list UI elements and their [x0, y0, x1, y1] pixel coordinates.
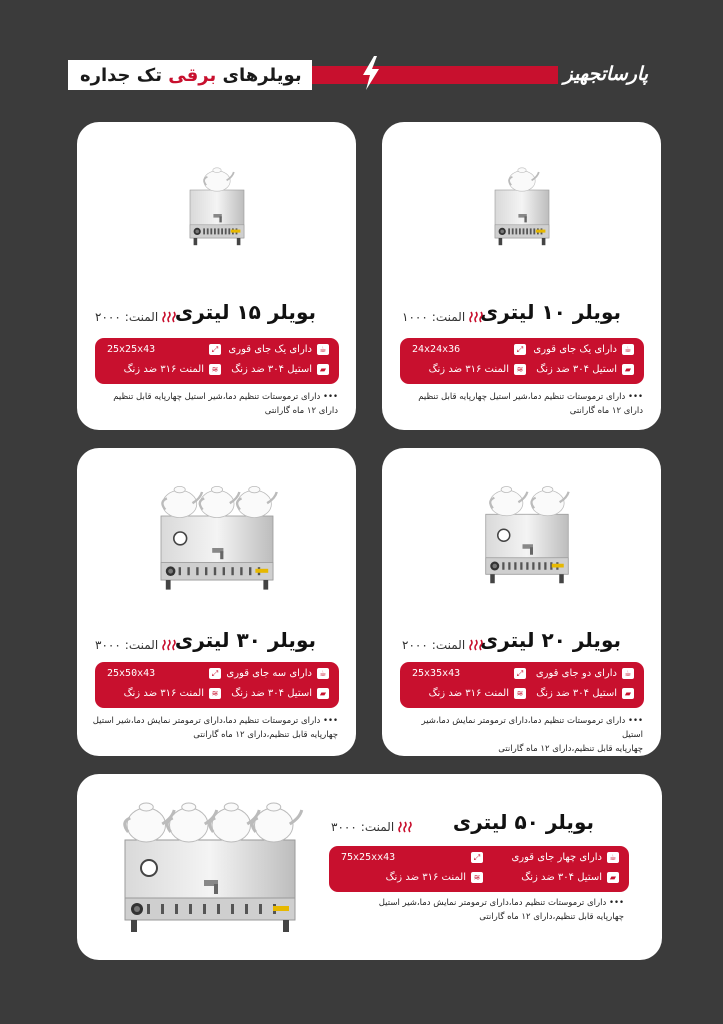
- product-price: [402, 638, 483, 652]
- product-price: [95, 310, 176, 324]
- price-label: المنت:: [431, 310, 466, 324]
- product-title: بویلر ۱۵ لیتری: [174, 300, 316, 324]
- feature-dimensions: [209, 344, 221, 355]
- feature-dimensions: [209, 668, 221, 679]
- feature-element: [124, 364, 221, 375]
- feature-element-text: المنت ۳۱۶ ضد زنگ: [428, 364, 509, 375]
- product-image: [452, 458, 602, 608]
- price-value: ۲۰۰۰: [402, 638, 428, 652]
- product-description: [94, 390, 338, 418]
- dimensions-text: 25x25x43: [107, 344, 156, 355]
- price-value: ۳۰۰۰: [95, 638, 121, 652]
- feature-teapot-text: دارای چهار جای قوری: [511, 852, 602, 863]
- product-title: بویلر ۵۰ لیتری: [452, 810, 594, 834]
- feature-teapot-text: دارای یک جای قوری: [228, 344, 312, 355]
- boiler-product-image: [137, 456, 297, 616]
- feature-teapot-text: دارای سه جای قوری: [226, 668, 312, 679]
- price-label: المنت:: [431, 638, 466, 652]
- feature-element: [429, 688, 526, 699]
- steel-sheet-icon: ▰: [622, 688, 634, 699]
- teapot-icon: ☕: [622, 668, 634, 679]
- feature-element-text: المنت ۳۱۶ ضد زنگ: [428, 688, 509, 699]
- page-title: [80, 65, 302, 86]
- steel-sheet-icon: ▰: [317, 364, 329, 375]
- product-image: [137, 456, 297, 616]
- product-description: [324, 896, 624, 924]
- header-title-box: [68, 60, 312, 90]
- features-box: [95, 338, 339, 384]
- feature-teapot-text: دارای دو جای قوری: [535, 668, 617, 679]
- bullet-dots-icon: •••: [606, 898, 624, 908]
- product-description: [88, 714, 338, 742]
- heating-element-icon: ≋: [514, 364, 526, 375]
- description-line-2: چهارپایه قابل تنظیم،دارای ۱۲ ماه گارانتی: [193, 730, 338, 740]
- title-rest: تک جداره: [80, 64, 162, 86]
- description-line-2: چهارپایه قابل تنظیم،دارای ۱۲ ماه گارانتی: [498, 744, 643, 754]
- feature-steel: [536, 688, 634, 699]
- description-line-1: [399, 714, 643, 742]
- title-accent: برقی: [168, 64, 217, 86]
- description-line-1: [399, 390, 643, 404]
- heat-wave-icon: [162, 639, 176, 651]
- heating-element-icon: ≋: [209, 688, 221, 699]
- product-image: [105, 780, 315, 950]
- product-price: [95, 638, 176, 652]
- feature-element-text: المنت ۳۱۶ ضد زنگ: [123, 688, 204, 699]
- product-title: بویلر ۳۰ لیتری: [174, 628, 316, 652]
- feature-teapot: [536, 668, 634, 679]
- feature-steel: [231, 688, 329, 699]
- boiler-product-image: [105, 780, 315, 950]
- title-main: بویلرهای: [222, 64, 302, 86]
- dimensions-text: 24x24x36: [412, 344, 461, 355]
- bullet-dots-icon: •••: [320, 716, 338, 726]
- heat-wave-icon: [398, 821, 412, 833]
- product-card-50l[interactable]: [77, 774, 662, 960]
- product-description: [399, 390, 643, 418]
- heat-wave-icon: [162, 311, 176, 323]
- description-line-2: دارای ۱۲ ماه گارانتی: [264, 406, 338, 416]
- steel-sheet-icon: ▰: [607, 872, 619, 883]
- feature-steel: [536, 364, 634, 375]
- brand-logo: [558, 58, 655, 90]
- description-text-1: دارای ترموستات تنظیم دما،دارای ترمومتر نمایش دما،شیر استیل: [92, 716, 321, 726]
- teapot-icon: ☕: [317, 344, 329, 355]
- steel-sheet-icon: ▰: [317, 688, 329, 699]
- page-header: [68, 62, 654, 88]
- heating-element-icon: ≋: [471, 872, 483, 883]
- product-title: بویلر ۱۰ لیتری: [479, 300, 621, 324]
- product-card-10l[interactable]: [382, 122, 661, 430]
- bullet-dots-icon: •••: [625, 716, 643, 726]
- dimensions-text: 25x50x43: [107, 668, 156, 679]
- feature-steel-text: استیل ۳۰۴ ضد زنگ: [536, 364, 617, 375]
- brand-name: پارساتجهیز: [563, 63, 648, 85]
- feature-teapot: [228, 344, 329, 355]
- description-line-1: [324, 896, 624, 910]
- feature-element: [429, 364, 526, 375]
- steel-sheet-icon: ▰: [622, 364, 634, 375]
- description-line-2: چهارپایه قابل تنظیم،دارای ۱۲ ماه گارانتی: [479, 912, 624, 922]
- feature-element: [124, 688, 221, 699]
- product-description: [399, 714, 643, 756]
- product-card-15l[interactable]: [77, 122, 356, 430]
- feature-steel-text: استیل ۳۰۴ ضد زنگ: [521, 872, 602, 883]
- feature-element-text: المنت ۳۱۶ ضد زنگ: [123, 364, 204, 375]
- price-label: المنت:: [124, 310, 159, 324]
- description-text-1: دارای ترموستات تنظیم دما،دارای ترمومتر نمایش دما،شیر استیل: [421, 716, 643, 740]
- feature-element: [386, 872, 483, 883]
- description-line-1: [88, 714, 338, 728]
- heating-element-icon: ≋: [514, 688, 526, 699]
- boiler-product-image: [157, 130, 277, 280]
- heat-wave-icon: [469, 311, 483, 323]
- feature-steel-text: استیل ۳۰۴ ضد زنگ: [536, 688, 617, 699]
- product-title: بویلر ۲۰ لیتری: [479, 628, 621, 652]
- resize-icon: ⤢: [514, 668, 526, 679]
- feature-teapot: [511, 852, 619, 863]
- description-line-2: دارای ۱۲ ماه گارانتی: [569, 406, 643, 416]
- feature-teapot: [226, 668, 329, 679]
- dimensions-text: 75x25xx43: [341, 852, 396, 863]
- boiler-product-image: [462, 130, 582, 280]
- bullet-dots-icon: •••: [320, 392, 338, 402]
- feature-steel: [231, 364, 329, 375]
- feature-dimensions: [514, 344, 526, 355]
- description-line-1: [94, 390, 338, 404]
- feature-teapot-text: دارای یک جای قوری: [533, 344, 617, 355]
- resize-icon: ⤢: [471, 852, 483, 863]
- product-image: [157, 130, 277, 280]
- price-value: ۲۰۰۰: [95, 310, 121, 324]
- price-value: ۳۰۰۰: [331, 820, 357, 834]
- features-box: [329, 846, 629, 892]
- features-box: [400, 662, 644, 708]
- product-price: [402, 310, 483, 324]
- bullet-dots-icon: •••: [625, 392, 643, 402]
- teapot-icon: ☕: [622, 344, 634, 355]
- description-text-1: دارای ترموستات تنظیم دما،شیر استیل چهارپایه قابل تنظیم: [418, 392, 626, 402]
- feature-steel-text: استیل ۳۰۴ ضد زنگ: [231, 688, 312, 699]
- description-text-1: دارای ترموستات تنظیم دما،دارای ترمومتر نمایش دما،شیر استیل: [378, 898, 607, 908]
- feature-dimensions: [514, 668, 526, 679]
- product-price: [331, 820, 412, 834]
- price-label: المنت:: [124, 638, 159, 652]
- feature-teapot: [533, 344, 634, 355]
- dimensions-text: 25x35x43: [412, 668, 461, 679]
- price-label: المنت:: [360, 820, 395, 834]
- teapot-icon: ☕: [317, 668, 329, 679]
- resize-icon: ⤢: [514, 344, 526, 355]
- heat-wave-icon: [469, 639, 483, 651]
- features-box: [95, 662, 339, 708]
- features-box: [400, 338, 644, 384]
- description-text-1: دارای ترموستات تنظیم دما،شیر استیل چهارپایه قابل تنظیم: [113, 392, 321, 402]
- feature-dimensions: [471, 852, 483, 863]
- boiler-product-image: [452, 458, 602, 608]
- heating-element-icon: ≋: [209, 364, 221, 375]
- teapot-icon: ☕: [607, 852, 619, 863]
- resize-icon: ⤢: [209, 344, 221, 355]
- lightning-bolt-icon: [360, 56, 382, 90]
- resize-icon: ⤢: [209, 668, 221, 679]
- product-card-20l[interactable]: [382, 448, 661, 756]
- price-value: ۱۰۰۰: [402, 310, 428, 324]
- feature-element-text: المنت ۳۱۶ ضد زنگ: [385, 872, 466, 883]
- feature-steel: [521, 872, 619, 883]
- product-card-30l[interactable]: [77, 448, 356, 756]
- feature-steel-text: استیل ۳۰۴ ضد زنگ: [231, 364, 312, 375]
- product-image: [462, 130, 582, 280]
